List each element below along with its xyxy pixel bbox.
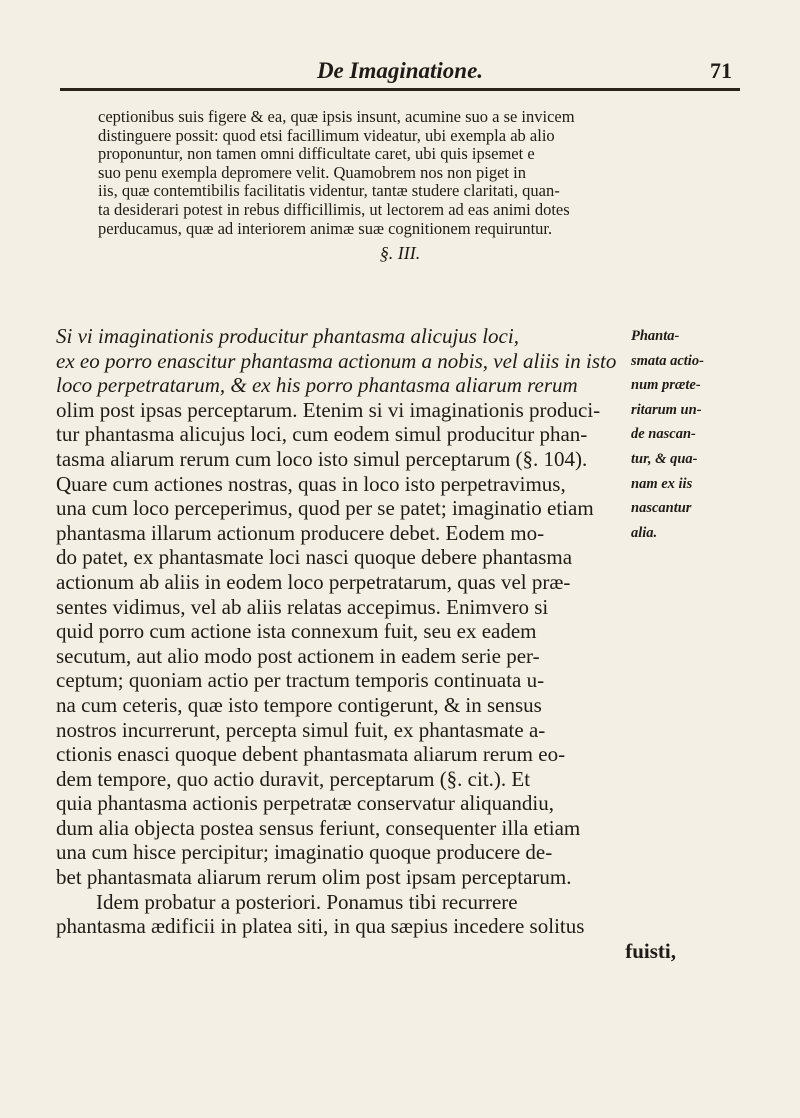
text-line: iis, quæ contemtibilis facilitatis videntur, tantæ studere claritati, quan- [98,182,560,201]
text-line-with-note [56,324,756,349]
text-line: nostros incurrerunt, percepta simul fuit, ex phantasmate a- [56,717,546,742]
text-line: phantasma ædificii in platea siti, in qua sæpius incedere solitus [56,914,585,939]
margin-note: nam ex iis [631,475,693,492]
text-line: ta desiderari potest in rebus difficillimis, ut lectorem ad eas animi dotes [98,200,570,219]
text-line: suo penu exempla depromere velit. Quamobrem nos non piget in [98,163,526,182]
text-line: Si vi imaginationis producitur phantasma alicujus loci, [56,324,519,348]
margin-note: smata actio- [631,352,704,369]
text-line: distinguere possit: quod etsi facillimum videatur, ubi exempla ab alio [98,126,555,145]
text-line-with-note [56,472,756,497]
running-title: De Imaginatione. [316,58,484,83]
text-line: sentes vidimus, vel ab aliis relatas accepimus. Enimvero si [56,594,549,619]
text-line: quid porro cum actione ista connexum fuit, seu ex eadem [56,619,537,644]
text-line: dum alia objecta postea sensus feriunt, consequenter illa etiam [56,815,581,840]
margin-note: Phanta- [631,328,680,344]
margin-note: tur, & qua- [631,450,698,467]
text-line: ex eo porro enascitur phantasma actionum a nobis, vel aliis in isto [56,348,617,373]
text-line-with-note [56,447,756,472]
text-line-with-note [56,349,756,374]
text-line: phantasma illarum actionum producere debet. Eodem mo- [56,520,545,545]
text-line: ctionis enasci quoque debent phantasmata aliarum rerum eo- [56,742,566,767]
catchword: fuisti, [625,938,676,963]
text-line: Quare cum actiones nostras, quas in loco isto perpetravimus, [56,471,566,496]
text-line: dem tempore, quo actio duravit, perceptarum (§. cit.). Et [56,766,531,791]
header-rule [60,88,740,91]
section-heading: §. III. [379,243,421,264]
text-line: loco perpetratarum, & ex his porro phantasma aliarum rerum [56,373,578,398]
margin-note: num præte- [631,377,701,394]
page-number: 71 [710,58,732,83]
text-line-with-note [56,373,756,398]
text-line: do patet, ex phantasmate loci nasci quoque debere phantasma [56,545,573,570]
text-line: Idem probatur a posteriori. Ponamus tibi recurrere [96,889,518,914]
text-line: olim post ipsas perceptarum. Etenim si vi imaginationis produci- [56,397,601,422]
text-line-with-note [56,398,756,423]
page-header [60,56,740,92]
text-line: ceptionibus suis figere & ea, quæ ipsis insunt, acumine suo a se invicem [98,108,575,126]
intro-paragraph [98,108,702,269]
text-line-with-note [56,496,756,521]
text-line: actionum ab aliis in eodem loco perpetratarum, quas vel præ- [56,569,571,594]
text-line-with-note [56,422,756,447]
text-line-with-note [56,521,756,546]
text-line: ceptum; quoniam actio per tractum temporis continuata u- [56,668,545,693]
text-line: tur phantasma alicujus loci, cum eodem simul producitur phan- [56,422,588,447]
text-line: perducamus, quæ ad interiorem animæ suæ cognitionem requiruntur. [98,219,553,238]
text-line: tasma aliarum rerum cum loco isto simul perceptarum (§. 104). [56,446,588,471]
text-line: secutum, aut alio modo post actionem in eadem serie per- [56,643,540,668]
margin-note: de nascan- [631,426,696,443]
text-line: bet phantasmata aliarum rerum olim post ipsam perceptarum. [56,865,572,890]
text-line: una cum loco perceperimus, quod per se patet; imaginatio etiam [56,496,594,521]
margin-note: nascantur [631,500,692,517]
margin-note: alia. [631,524,658,541]
main-paragraph [56,324,756,963]
text-line: proponuntur, non tamen omni difficultate caret, ubi quis ipsemet e [98,145,535,164]
text-line: quia phantasma actionis perpetratæ conservatur aliquandiu, [56,791,555,816]
margin-note: ritarum un- [631,401,702,418]
text-line: una cum hisce percipitur; imaginatio quoque producere de- [56,840,553,865]
text-line: na cum ceteris, quæ isto tempore contigerunt, & in sensus [56,692,542,717]
